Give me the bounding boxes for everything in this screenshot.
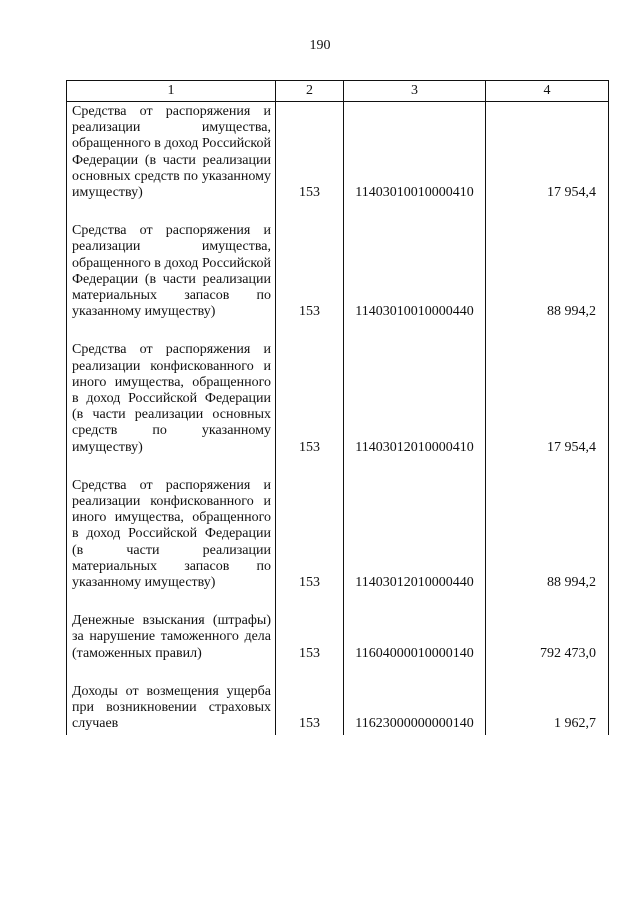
table-row [67, 611, 609, 664]
amount: 792 473,0 [486, 611, 609, 664]
revenue-name: Денежные взыскания (штрафы) за нарушение таможенного дела (таможенных правил) [67, 611, 276, 664]
table-row [67, 476, 609, 593]
amount: 88 994,2 [486, 476, 609, 593]
column-header-1: 1 [67, 81, 276, 102]
column-header-4: 4 [486, 81, 609, 102]
table-row [67, 682, 609, 735]
budget-classification-code: 11403010010000440 [344, 221, 486, 322]
table-row [67, 340, 609, 457]
admin-code: 153 [276, 611, 344, 664]
revenue-name: Средства от распоряжения и реализации имущества, обращенного в доход Российской Федерации (в части реализации основных средств по указанному имуществу) [67, 102, 276, 204]
admin-code: 153 [276, 476, 344, 593]
table-row [67, 221, 609, 322]
admin-code: 153 [276, 682, 344, 735]
revenue-name: Средства от распоряжения и реализации конфискованного и иного имущества, обращенного в доход Российской Федерации (в части реализации материальных запасов по указанному имуществу) [67, 476, 276, 593]
admin-code: 153 [276, 221, 344, 322]
budget-classification-code: 11403012010000410 [344, 340, 486, 457]
revenue-table [66, 80, 609, 735]
row-spacer [67, 593, 609, 611]
amount: 17 954,4 [486, 102, 609, 204]
row-spacer [67, 664, 609, 682]
row-spacer [67, 458, 609, 476]
amount: 88 994,2 [486, 221, 609, 322]
page-number: 190 [309, 38, 331, 53]
revenue-name: Средства от распоряжения и реализации имущества, обращенного в доход Российской Федерации (в части реализации материальных запасов по указанному имуществу) [67, 221, 276, 322]
table-row [67, 102, 609, 204]
budget-classification-code: 11604000010000140 [344, 611, 486, 664]
budget-classification-code: 11403010010000410 [344, 102, 486, 204]
admin-code: 153 [276, 102, 344, 204]
revenue-name: Доходы от возмещения ущерба при возникновении страховых случаев [67, 682, 276, 735]
row-spacer [67, 203, 609, 221]
column-header-3: 3 [344, 81, 486, 102]
budget-classification-code: 11403012010000440 [344, 476, 486, 593]
row-spacer [67, 322, 609, 340]
column-header-2: 2 [276, 81, 344, 102]
amount: 1 962,7 [486, 682, 609, 735]
revenue-name: Средства от распоряжения и реализации конфискованного и иного имущества, обращенного в доход Российской Федерации (в части реализации основных средств по указанному имуществу) [67, 340, 276, 457]
table-header-row [67, 81, 609, 102]
admin-code: 153 [276, 340, 344, 457]
budget-classification-code: 11623000000000140 [344, 682, 486, 735]
amount: 17 954,4 [486, 340, 609, 457]
